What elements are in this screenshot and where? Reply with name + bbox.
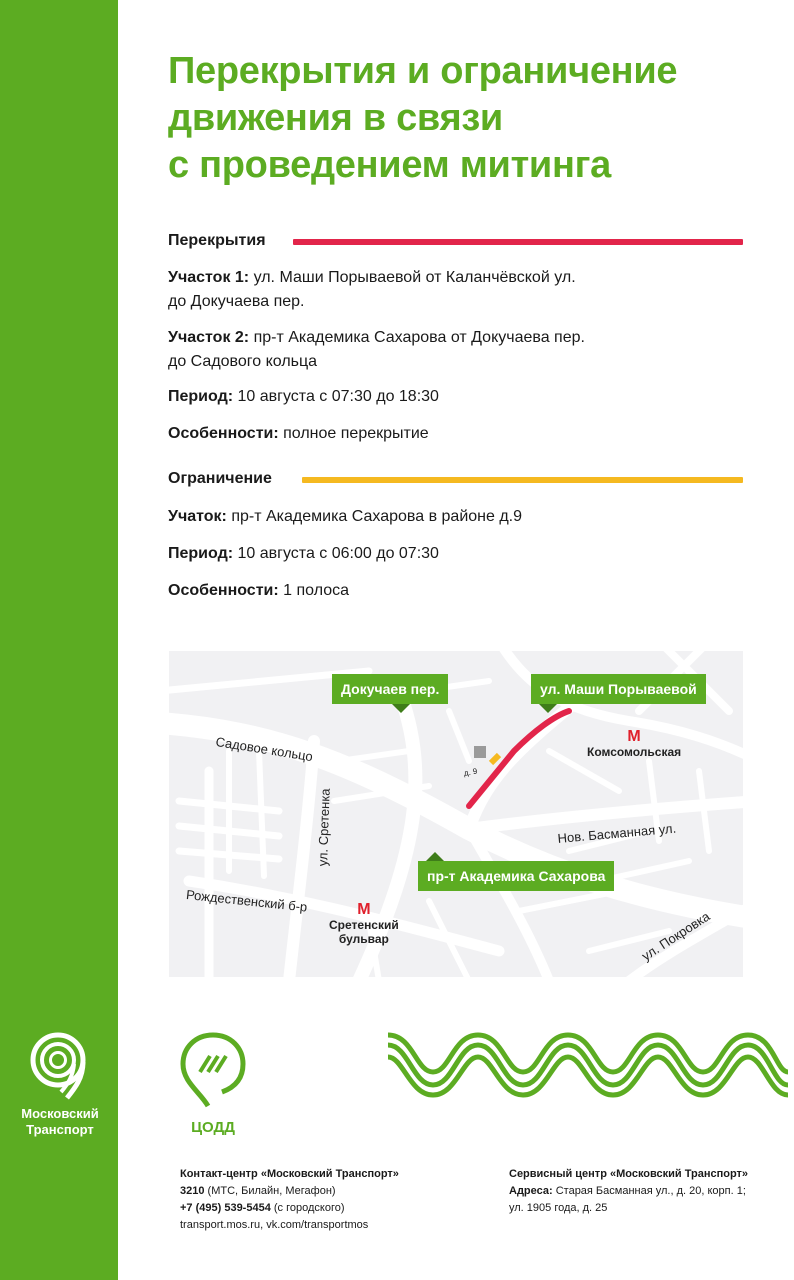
web-links[interactable]: transport.mos.ru, vk.com/transportmos	[180, 1219, 369, 1231]
item-label: Участок 1:	[168, 269, 250, 286]
contact-center	[180, 1166, 399, 1234]
item-text: пр-т Академика Сахарова от Докучаева пер.	[249, 329, 585, 346]
service-center	[509, 1166, 748, 1217]
callout-pointer-icon	[392, 704, 410, 713]
street-sretenka: ул. Сретенка	[315, 788, 333, 867]
restriction-section	[168, 505, 728, 529]
decorative-waves	[388, 1030, 788, 1105]
metro-label: Комсомольская	[587, 745, 682, 759]
metro-icon: М	[357, 901, 371, 918]
green-sidebar	[0, 0, 118, 1280]
moscow-transport-logo	[14, 1030, 106, 1138]
title-line-2: движения в связи	[168, 97, 503, 139]
restriction-heading: Ограничение	[168, 470, 272, 487]
item-text-2: до Докучаева пер.	[168, 293, 305, 310]
callout-sakharova	[418, 861, 614, 891]
street-sadovoe: Садовое кольцо	[214, 734, 314, 765]
item-text-2: до Садового кольца	[168, 353, 318, 370]
callout-label: пр-т Академика Сахарова	[427, 868, 606, 884]
logo-line-1: Московский	[21, 1106, 99, 1121]
closures-heading: Перекрытия	[168, 232, 266, 249]
street-rozhdestvensky: Рождественский б-р	[185, 887, 308, 915]
street-pokrovka: ул. Покровка	[639, 908, 713, 964]
item-text: пр-т Академика Сахарова в районе д.9	[226, 508, 523, 525]
codd-pin-icon	[178, 1030, 248, 1110]
closure-item-2	[168, 326, 728, 374]
restriction-period	[168, 542, 728, 566]
codd-logo	[178, 1030, 248, 1136]
item-label: Участок 2:	[168, 329, 250, 346]
metro-komsomolskaya	[587, 729, 681, 759]
house-marker	[474, 746, 486, 758]
item-text: 10 августа с 07:30 до 18:30	[233, 388, 439, 405]
closures-rule	[293, 239, 743, 245]
address-1: Старая Басманная ул., д. 20, корп. 1;	[552, 1185, 746, 1197]
callout-pointer-icon	[539, 704, 557, 713]
title-line-1: Перекрытия и ограничение	[168, 50, 678, 92]
callout-dokuchaev	[332, 674, 448, 704]
address-label: Адреса:	[509, 1185, 553, 1197]
closure-map	[169, 651, 743, 977]
item-label: Особенности:	[168, 582, 279, 599]
restriction-rule	[302, 477, 743, 483]
callout-pointer-icon	[426, 852, 444, 861]
transport-nine-icon	[27, 1030, 93, 1100]
wave-pattern-icon	[388, 1030, 788, 1100]
item-label: Период:	[168, 388, 234, 405]
short-number: 3210	[180, 1185, 205, 1197]
contact-title: Контакт-центр «Московский Транспорт»	[180, 1168, 399, 1180]
short-number-note: (МТС, Билайн, Мегафон)	[204, 1185, 336, 1197]
restriction-segment	[491, 755, 499, 763]
item-text: 10 августа с 06:00 до 07:30	[233, 545, 439, 562]
item-label: Учаток:	[168, 508, 227, 525]
page-title	[168, 48, 768, 189]
callout-label: ул. Маши Порываевой	[540, 681, 697, 697]
service-title: Сервисный центр «Московский Транспорт»	[509, 1168, 749, 1180]
callout-porvaevoy	[531, 674, 706, 704]
phone-number: +7 (495) 539-5454	[180, 1202, 271, 1214]
street-basmannaya: Нов. Басманная ул.	[557, 820, 677, 846]
metro-sretensky	[329, 902, 399, 946]
phone-note: (с городского)	[270, 1202, 345, 1214]
callout-label: Докучаев пер.	[341, 681, 440, 697]
item-text: ул. Маши Порываевой от Каланчёвской ул.	[249, 269, 576, 286]
item-text: полное перекрытие	[278, 425, 429, 442]
house-number: д. 9	[463, 766, 478, 778]
item-label: Период:	[168, 545, 234, 562]
closure-period	[168, 385, 728, 409]
metro-label-1: Сретенский	[329, 918, 399, 932]
closure-item-1	[168, 266, 728, 314]
restriction-features	[168, 579, 728, 603]
metro-label-2: бульвар	[338, 932, 389, 946]
title-line-3: с проведением митинга	[168, 144, 611, 186]
metro-icon: М	[627, 728, 641, 745]
address-2: ул. 1905 года, д. 25	[509, 1202, 608, 1214]
item-text: 1 полоса	[278, 582, 349, 599]
logo-line-2: Транспорт	[26, 1122, 94, 1137]
closure-features	[168, 422, 728, 446]
item-label: Особенности:	[168, 425, 279, 442]
codd-label: ЦОДД	[191, 1119, 235, 1136]
